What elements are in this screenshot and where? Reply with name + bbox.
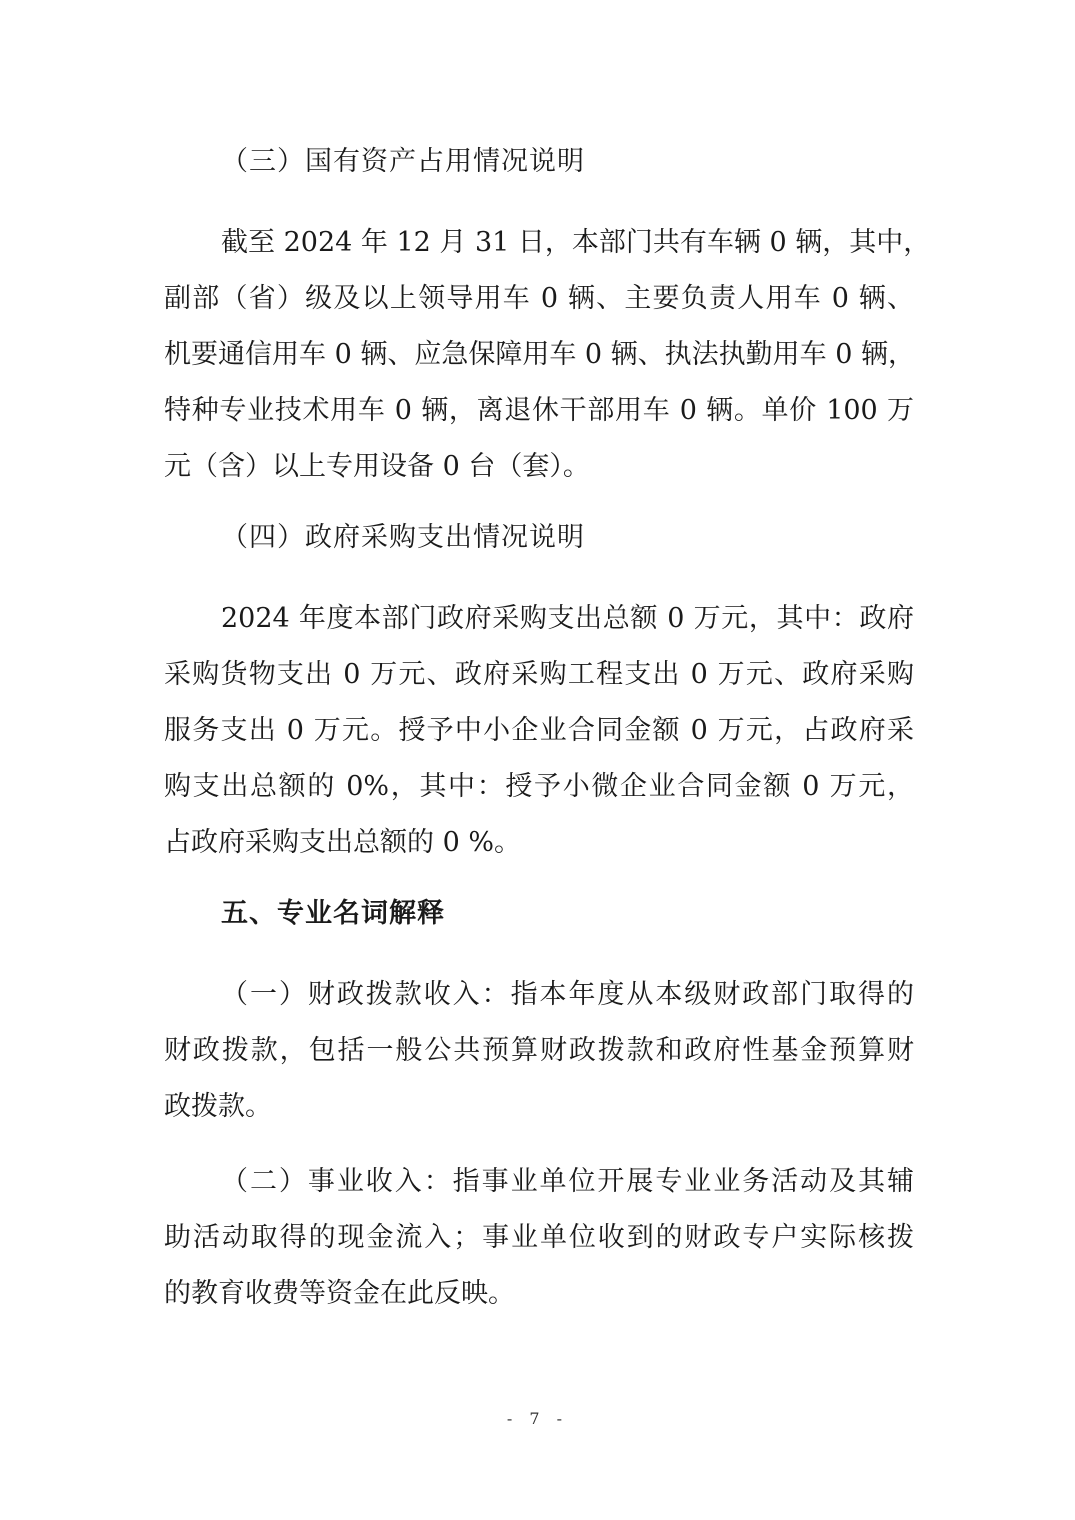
paragraph-line: 助活动取得的现金流入；事业单位收到的财政专户实际核拨 [164,1222,914,1253]
paragraph-line: 特种专业技术用车 0 辆，离退休干部用车 0 辆。单价 100 万 [164,395,914,426]
procurement-section-heading: （四）政府采购支出情况说明 [221,522,585,553]
paragraph-line: 政拨款。 [164,1091,272,1122]
glossary-term-business-income [164,1154,914,1322]
paragraph-line: 2024 年度本部门政府采购支出总额 0 万元，其中：政府 [221,603,914,634]
glossary-section-heading: 五、专业名词解释 [221,898,445,929]
glossary-term-fiscal-allocation [164,967,914,1135]
paragraph-line: （一）财政拨款收入：指本年度从本级财政部门取得的 [221,979,914,1010]
paragraph-line: 占政府采购支出总额的 0 %。 [164,827,521,858]
paragraph-line: 购支出总额的 0%，其中：授予小微企业合同金额 0 万元， [164,771,914,802]
paragraph-line: 截至 2024 年 12 月 31 日，本部门共有车辆 0 辆，其中， [221,227,931,258]
paragraph-line: 的教育收费等资金在此反映。 [164,1278,515,1309]
paragraph-line: 服务支出 0 万元。授予中小企业合同金额 0 万元，占政府采 [164,715,914,746]
procurement-paragraph [164,591,914,871]
asset-paragraph [164,215,931,495]
paragraph-line: 机要通信用车 0 辆、应急保障用车 0 辆、执法执勤用车 0 辆， [164,339,916,370]
page-number: - 7 - [506,1409,569,1428]
paragraph-line: 财政拨款，包括一般公共预算财政拨款和政府性基金预算财 [164,1035,914,1066]
paragraph-line: 采购货物支出 0 万元、政府采购工程支出 0 万元、政府采购 [164,659,914,690]
paragraph-line: 元（含）以上专用设备 0 台（套）。 [164,451,590,482]
paragraph-line: （二）事业收入：指事业单位开展专业业务活动及其辅 [221,1166,914,1197]
asset-section-heading: （三）国有资产占用情况说明 [221,146,585,177]
paragraph-line: 副部（省）级及以上领导用车 0 辆、主要负责人用车 0 辆、 [164,283,914,314]
